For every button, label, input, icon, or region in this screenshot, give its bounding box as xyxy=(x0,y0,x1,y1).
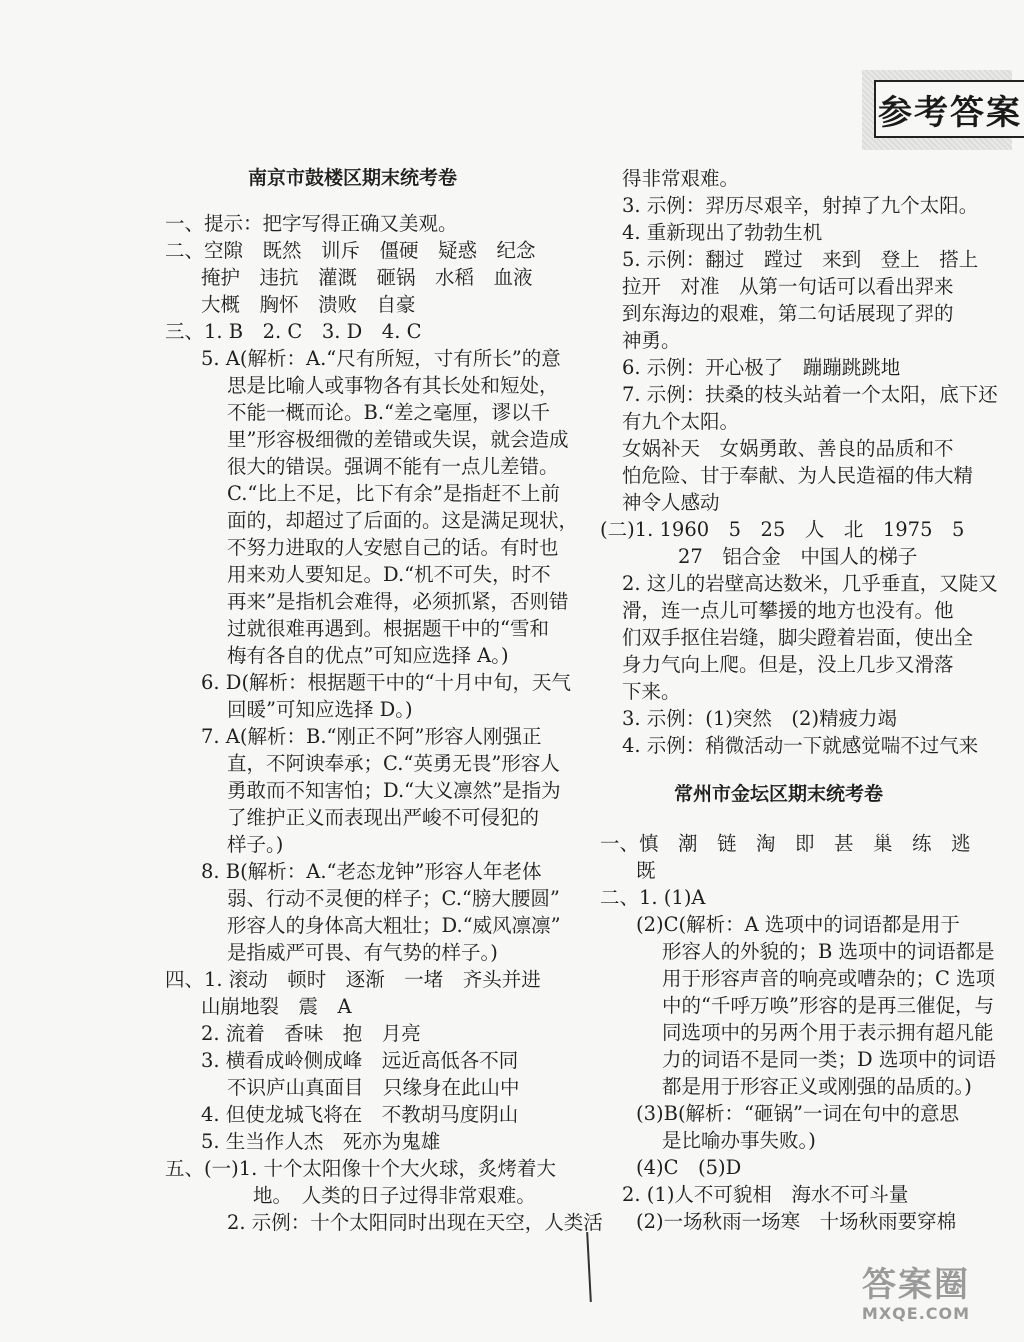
answer-line: C.“比上不足，比下有余”是指赶不上前 xyxy=(227,482,560,505)
answer-line: 2. 这儿的岩壁高达数米，几乎垂直，又陡又 xyxy=(622,572,998,595)
section-heading: 南京市鼓楼区期末统考卷 xyxy=(248,167,458,189)
answer-line: 神令人感动 xyxy=(622,491,720,514)
answer-line: 是指威严可畏、有气势的样子。) xyxy=(227,941,498,964)
answer-line: 用于形容声音的响亮或嘈杂的；C 选项 xyxy=(662,967,996,990)
answer-line: 回暖”可知应选择 D。) xyxy=(227,698,413,721)
answer-line: 3. 横看成岭侧成峰 远近高低各不同 xyxy=(201,1049,519,1072)
answer-line: 6. 示例：开心极了 蹦蹦跳跳地 xyxy=(622,356,901,379)
answer-line: 7. A(解析：B.“刚正不阿”形容人刚强正 xyxy=(201,725,542,748)
answer-line: 掩护 违抗 灌溉 砸锅 水稻 血液 xyxy=(201,266,533,289)
answer-line: 到东海边的艰难，第二句话展现了羿的 xyxy=(622,302,954,325)
answer-line: 里”形容极细微的差错或失误，就会造成 xyxy=(227,428,569,451)
answer-line: (3)B(解析：“砸锅”一词在句中的意思 xyxy=(636,1102,959,1125)
answer-line: 大概 胸怀 溃败 自豪 xyxy=(201,293,416,316)
answer-line: 不能一概而论。B.“差之毫厘，谬以千 xyxy=(227,401,550,424)
answer-line: 下来。 xyxy=(622,680,681,703)
answer-line: 拉开 对准 从第一句话可以看出羿来 xyxy=(622,275,954,298)
answer-line: 4. 但使龙城飞将在 不教胡马度阴山 xyxy=(201,1103,519,1126)
answer-line: 思是比喻人或事物各有其长处和短处， xyxy=(227,374,559,397)
answer-line: (2)一场秋雨一场寒 十场秋雨要穿棉 xyxy=(636,1210,957,1233)
answer-line: 5. 示例：翻过 蹚过 来到 登上 搭上 xyxy=(622,248,979,271)
answer-line: 怕危险、甘于奉献、为人民造福的伟大精 xyxy=(622,464,974,487)
answer-line: 山崩地裂 震 A xyxy=(201,995,352,1018)
answer-line: 中的“千呼万唤”形容的是再三催促，与 xyxy=(662,994,994,1017)
answer-line: 二、空隙 既然 训斥 僵硬 疑惑 纪念 xyxy=(165,239,536,262)
right-column xyxy=(600,165,998,1235)
answer-line: 2. (1)人不可貌相 海水不可斗量 xyxy=(622,1183,909,1206)
answer-line: 形容人的外貌的；B 选项中的词语都是 xyxy=(662,940,995,963)
watermark-sub: MXQE.COM xyxy=(861,1304,971,1323)
answer-line: 3. 示例：羿历尽艰辛，射掉了九个太阳。 xyxy=(622,194,979,217)
answer-line: 女娲补天 女娲勇敢、善良的品质和不 xyxy=(622,437,954,460)
answer-line: 既 xyxy=(636,859,656,882)
answer-line: 过就很难再遇到。根据题干中的“雪和 xyxy=(227,617,549,640)
answer-line: 五、(一)1. 十个太阳像十个大火球，炙烤着大 xyxy=(165,1157,557,1180)
answer-banner-title: 参考答案 xyxy=(878,92,1022,133)
answer-line: 有九个太阳。 xyxy=(622,410,740,433)
answer-line: 得非常艰难。 xyxy=(622,167,740,190)
left-column xyxy=(165,165,603,1236)
answer-line: 们双手抠住岩缝，脚尖蹬着岩面，使出全 xyxy=(622,626,974,649)
answer-line: (二)1. 1960 5 25 人 北 1975 5 xyxy=(600,518,965,541)
answer-line: 不努力进取的人安慰自己的话。有时也 xyxy=(227,536,559,559)
answer-line: 身力气向上爬。但是，没上几步又滑落 xyxy=(622,653,954,676)
answer-line: (2)C(解析：A 选项中的词语都是用于 xyxy=(636,913,960,936)
answer-line: 2. 流着 香味 抱 月亮 xyxy=(201,1022,421,1045)
answer-banner-box xyxy=(874,80,1024,138)
answer-line: 三、1. B 2. C 3. D 4. C xyxy=(165,320,422,343)
answer-line: 是比喻办事失败。) xyxy=(662,1129,816,1152)
answer-line: 8. B(解析：A.“老态龙钟”形容人年老体 xyxy=(201,860,542,883)
answer-line: 滑，连一点儿可攀援的地方也没有。他 xyxy=(622,599,954,622)
answer-line: (4)C (5)D xyxy=(636,1156,742,1179)
watermark-logo xyxy=(846,1266,986,1336)
answer-line: 都是用于形容正义或刚强的品质的。) xyxy=(662,1075,972,1098)
answer-line: 一、慎 潮 链 淘 即 甚 巢 练 逃 xyxy=(600,832,971,855)
answer-line: 力的词语不是同一类；D 选项中的词语 xyxy=(662,1048,996,1071)
answer-banner xyxy=(862,70,1022,150)
answer-line: 同选项中的另两个用于表示拥有超凡能 xyxy=(662,1021,994,1044)
answer-line: 6. D(解析：根据题干中的“十月中旬，天气 xyxy=(201,671,572,694)
answer-line: 梅有各自的优点”可知应选择 A。) xyxy=(227,644,509,667)
answer-line: 7. 示例：扶桑的枝头站着一个太阳，底下还 xyxy=(622,383,998,406)
pen-mark xyxy=(586,1232,592,1302)
answer-line: 不识庐山真面目 只缘身在此山中 xyxy=(227,1076,520,1099)
answer-line: 形容人的身体高大粗壮；D.“威风凛凛” xyxy=(227,914,561,937)
answer-line: 3. 示例：(1)突然 (2)精疲力竭 xyxy=(622,707,898,730)
answer-line: 弱、行动不灵便的样子；C.“膀大腰圆” xyxy=(227,887,560,910)
answer-line: 了维护正义而表现出严峻不可侵犯的 xyxy=(227,806,540,829)
answer-line: 一、提示：把字写得正确又美观。 xyxy=(165,212,458,235)
answer-line: 5. 生当作人杰 死亦为鬼雄 xyxy=(201,1130,441,1153)
answer-line: 直，不阿谀奉承；C.“英勇无畏”形容人 xyxy=(227,752,560,775)
answer-line: 2. 示例：十个太阳同时出现在天空，人类活 xyxy=(227,1211,603,1234)
answer-line: 样子。) xyxy=(227,833,284,856)
section-heading: 常州市金坛区期末统考卷 xyxy=(674,783,884,805)
watermark-main: 答案圈 xyxy=(862,1265,970,1305)
answer-line: 4. 重新现出了勃勃生机 xyxy=(622,221,823,244)
answer-line: 神勇。 xyxy=(622,329,681,352)
answer-line: 用来劝人要知足。D.“机不可失，时不 xyxy=(227,563,551,586)
answer-line: 四、1. 滚动 顿时 逐渐 一堵 齐头并进 xyxy=(165,968,541,991)
answer-line: 很大的错误。强调不能有一点儿差错。 xyxy=(227,455,559,478)
answer-line: 27 铝合金 中国人的梯子 xyxy=(678,545,918,568)
answer-line: 勇敢而不知害怕；D.“大义凛然”是指为 xyxy=(227,779,561,802)
answer-line: 5. A(解析：A.“尺有所短，寸有所长”的意 xyxy=(201,347,561,370)
answer-line: 4. 示例：稍微活动一下就感觉喘不过气来 xyxy=(622,734,979,757)
answer-line: 二、1. (1)A xyxy=(600,886,706,909)
answer-line: 面的，却超过了后面的。这是满足现状， xyxy=(227,509,579,532)
answer-line: 地。 人类的日子过得非常艰难。 xyxy=(253,1184,536,1207)
answer-line: 再来”是指机会难得，必须抓紧，否则错 xyxy=(227,590,569,613)
